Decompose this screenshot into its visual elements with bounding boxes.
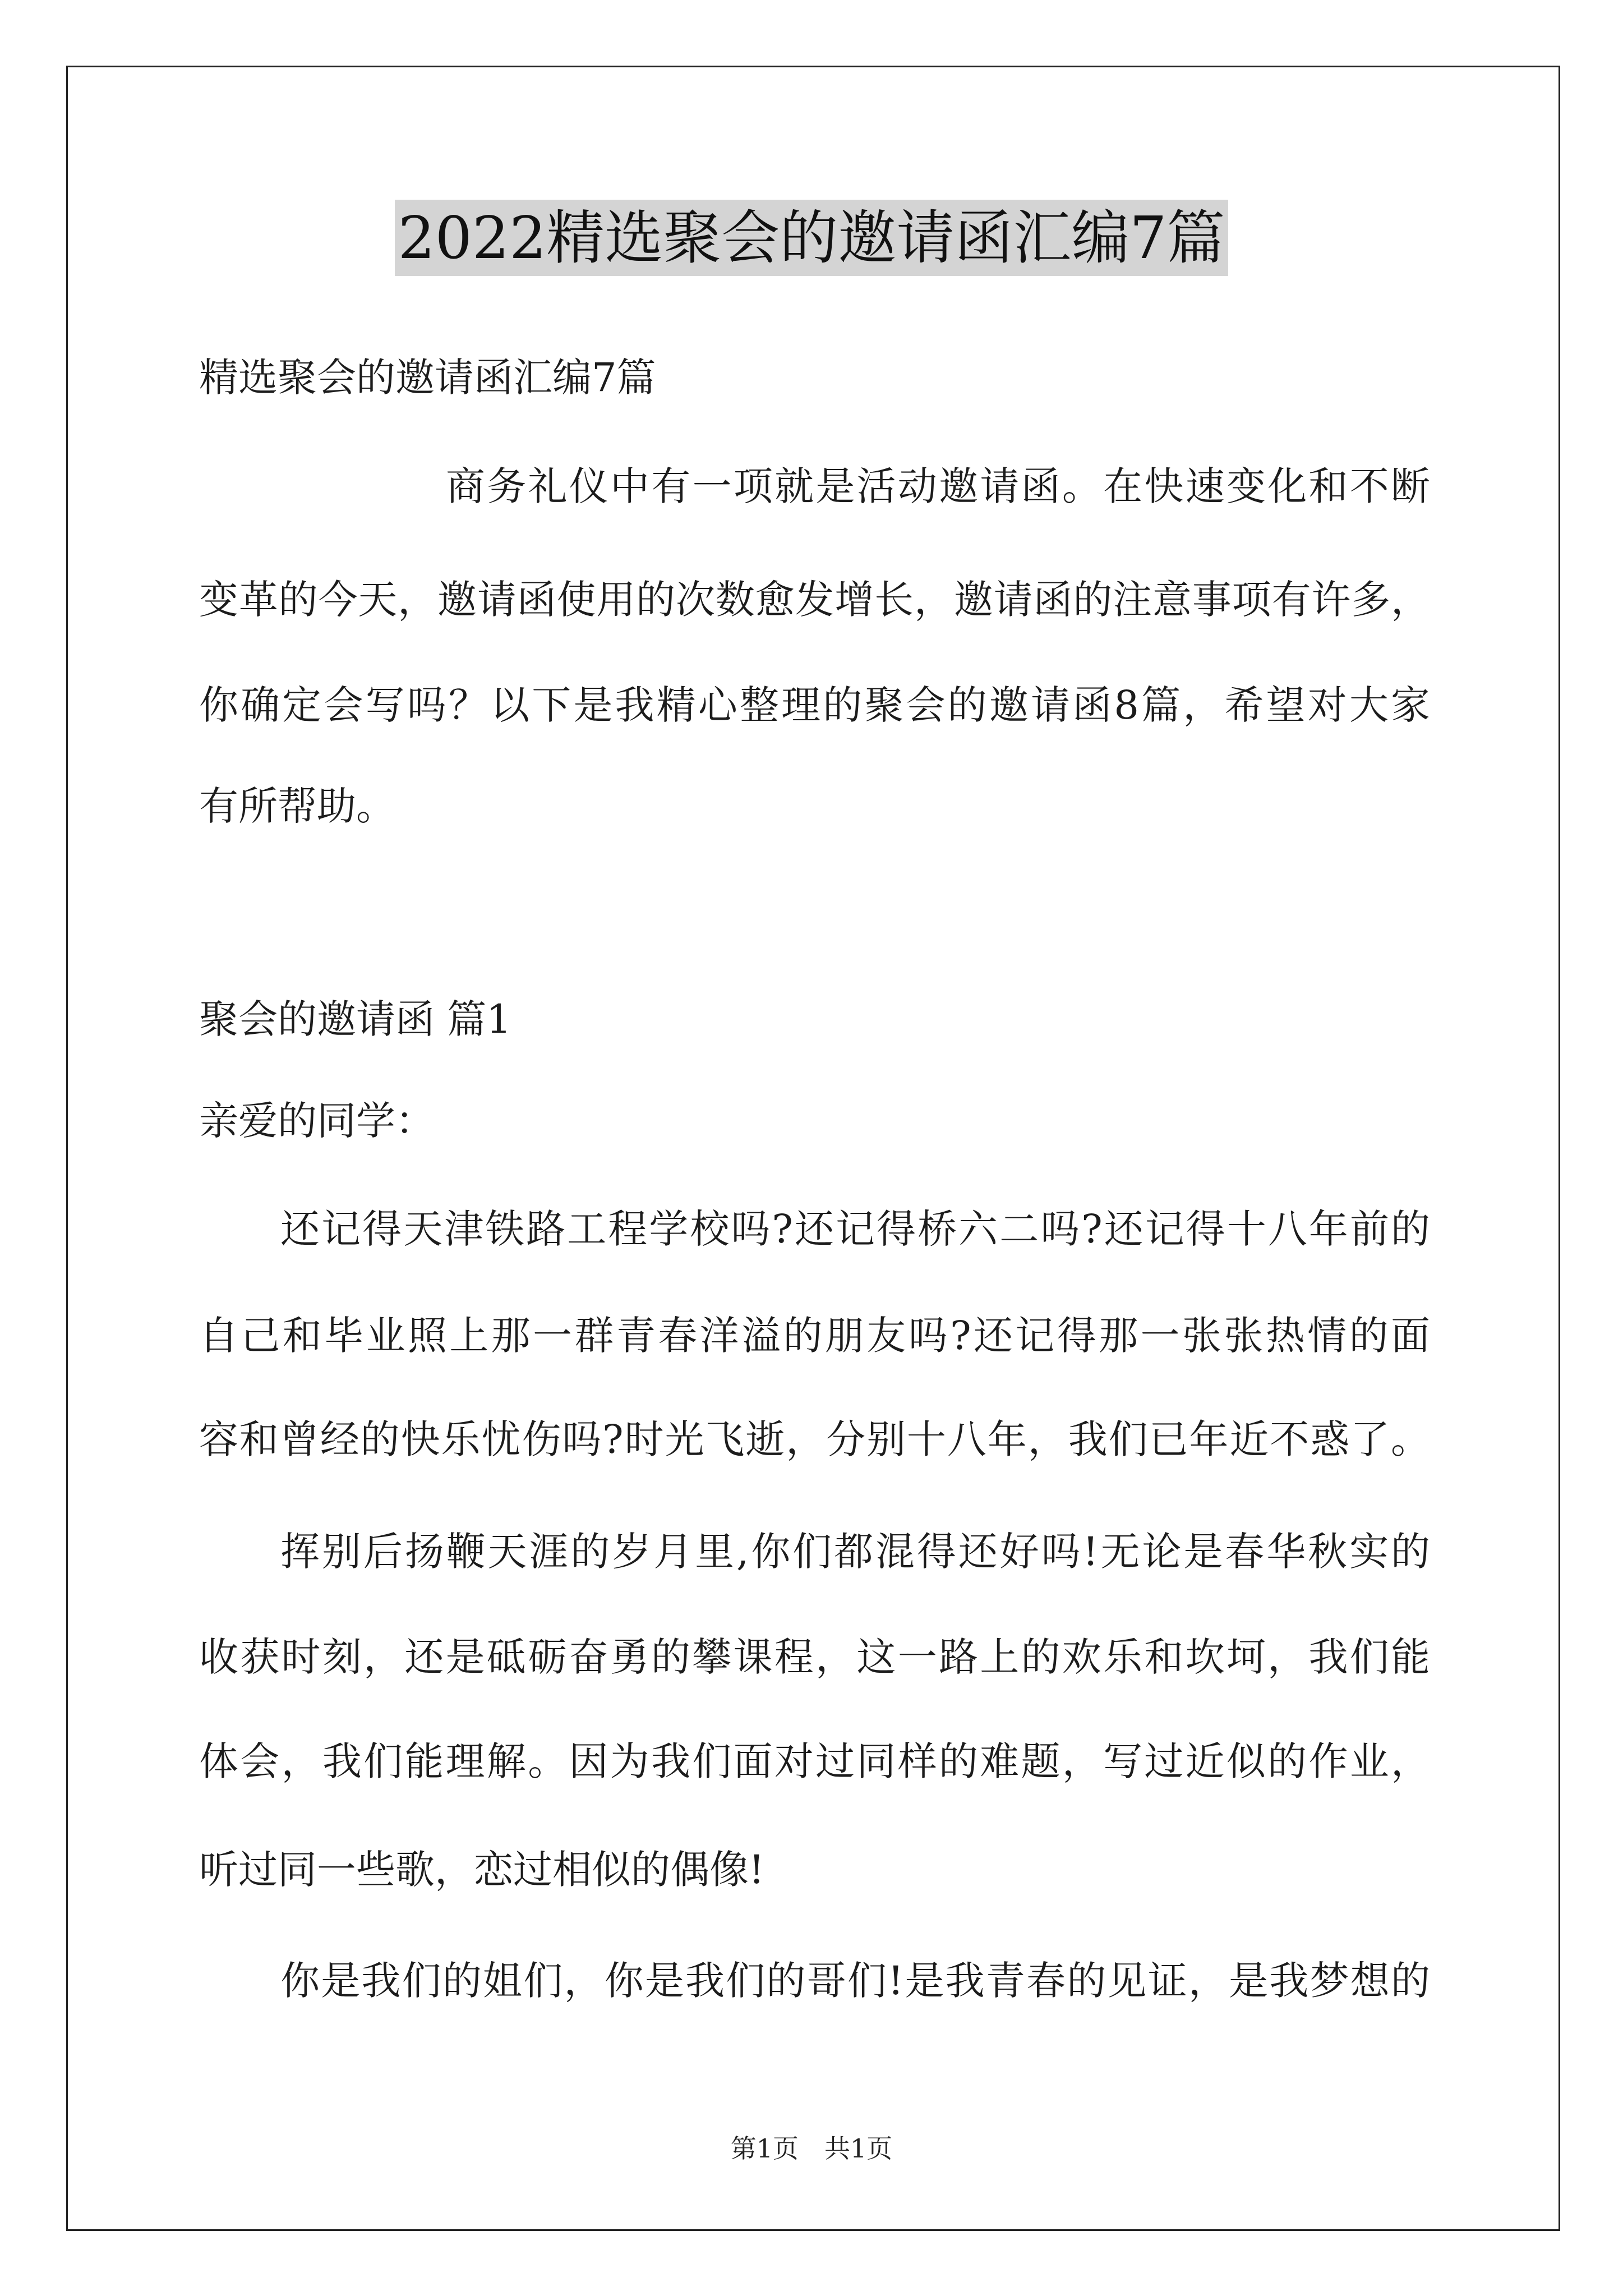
document-subtitle: 精选聚会的邀请函汇编7篇 (199, 355, 656, 401)
title-container (0, 200, 1623, 276)
body-line-8: 你是我们的姐们，你是我们的哥们!是我青春的见证，是我梦想的 (280, 1958, 1430, 2004)
body-line-6: 体会，我们能理解。因为我们面对过同样的难题，写过近似的作业， (199, 1738, 1430, 1784)
intro-line-4: 有所帮助。 (199, 783, 395, 829)
salutation: 亲爱的同学： (199, 1098, 435, 1144)
body-line-3: 容和曾经的快乐忧伤吗?时光飞逝，分别十八年，我们已年近不惑了。 (199, 1416, 1430, 1462)
section-heading: 聚会的邀请函 篇1 (199, 996, 511, 1042)
intro-line-2: 变革的今天，邀请函使用的次数愈发增长，邀请函的注意事项有许多， (199, 577, 1430, 623)
body-line-1: 还记得天津铁路工程学校吗?还记得桥六二吗?还记得十八年前的 (280, 1206, 1430, 1252)
body-line-5: 收获时刻，还是砥砺奋勇的攀课程，这一路上的欢乐和坎坷，我们能 (199, 1634, 1430, 1680)
body-line-2: 自己和毕业照上那一群青春洋溢的朋友吗?还记得那一张张热情的面 (199, 1313, 1430, 1359)
body-line-4: 挥别后扬鞭天涯的岁月里,你们都混得还好吗!无论是春华秋实的 (280, 1529, 1430, 1575)
page-footer: 第1页 共1页 (730, 2133, 893, 2164)
document-title: 2022精选聚会的邀请函汇编7篇 (395, 200, 1229, 276)
intro-line-3: 你确定会写吗？以下是我精心整理的聚会的邀请函8篇，希望对大家 (199, 682, 1430, 728)
body-line-7: 听过同一些歌，恋过相似的偶像! (199, 1847, 765, 1893)
intro-line-1: 商务礼仪中有一项就是活动邀请函。在快速变化和不断 (446, 463, 1430, 509)
